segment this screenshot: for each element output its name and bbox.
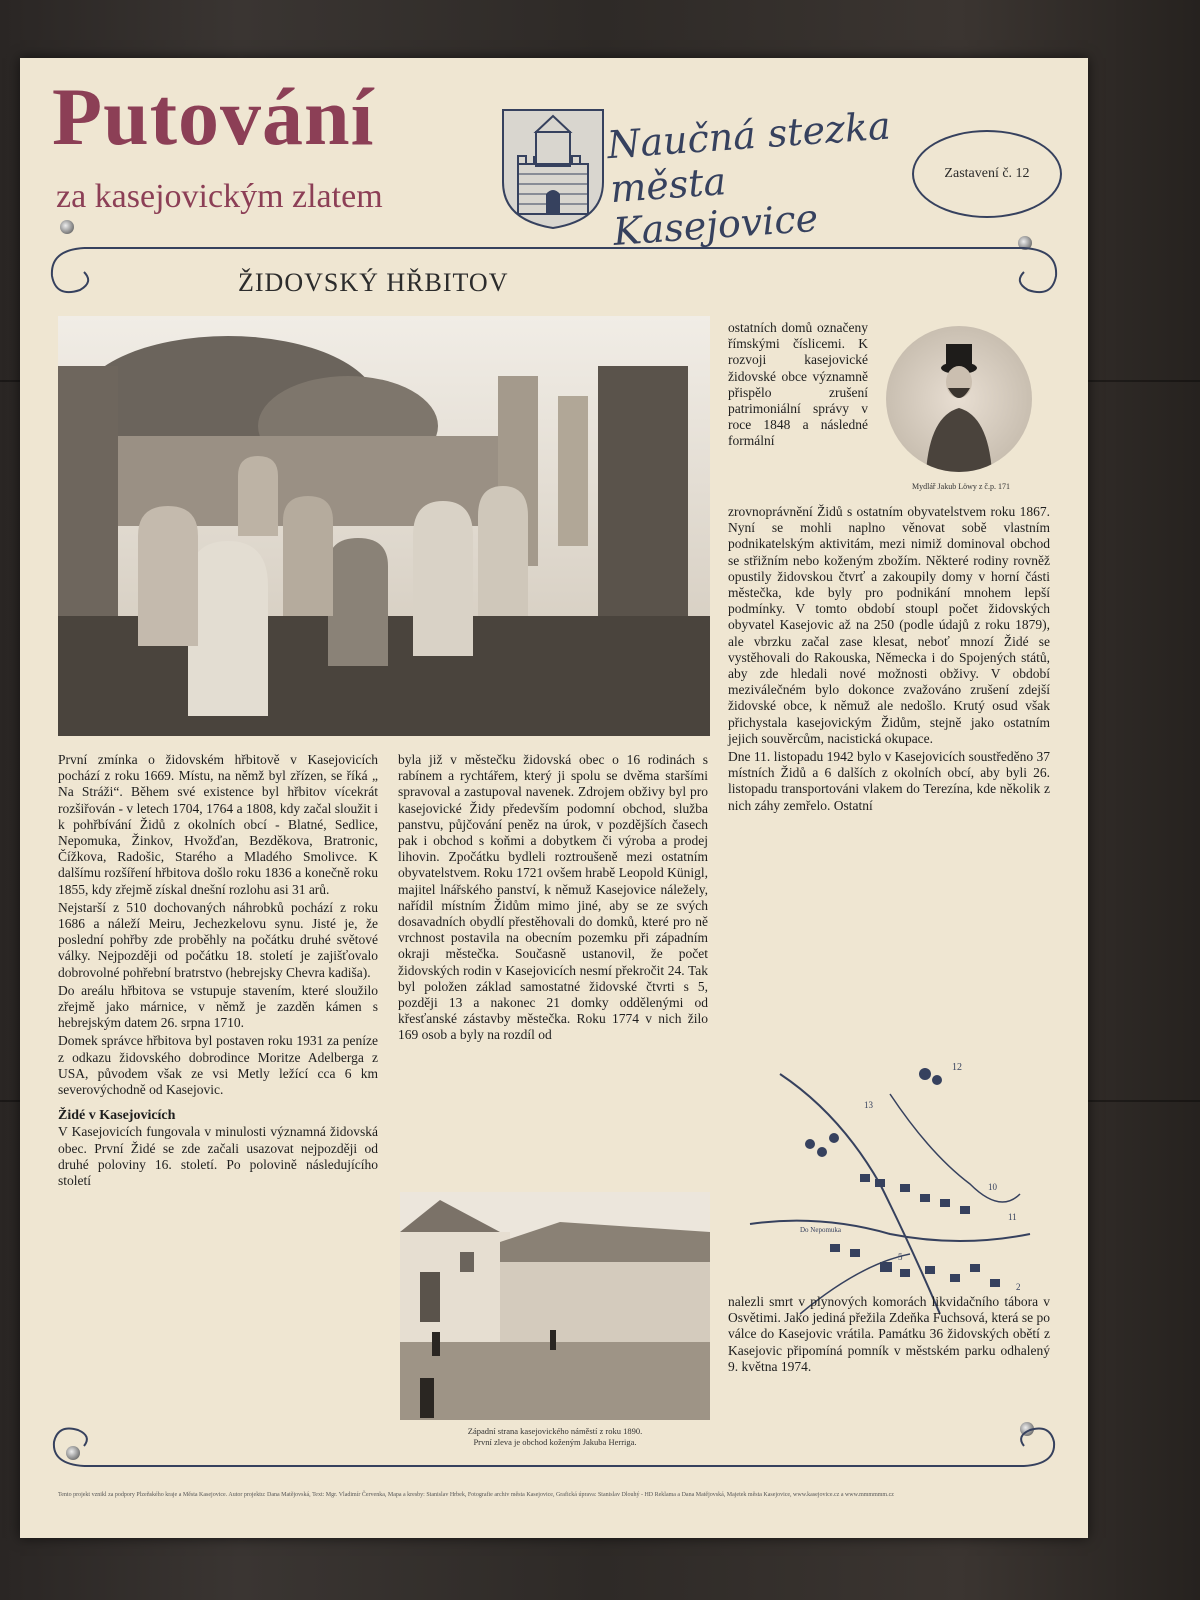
text-column-3-bottom <box>728 1294 1050 1377</box>
map-label: 11 <box>1008 1212 1017 1222</box>
screw-icon <box>60 220 74 234</box>
paragraph: V Kasejovicích fungovala v minulosti významná židovská obec. První Židé se zde začali usazovat nejpozději od druhé poloviny 16. století. Po polovině následujícího století <box>58 1124 378 1189</box>
paragraph: Domek správce hřbitova byl postaven roku 1931 za peníze z odkazu židovského dobrodince Moritze Adelberga z USA, původem však ze vsi Metly ležící cca 6 km severovýchodně od Kasejovic. <box>58 1033 378 1098</box>
map-label: 2 <box>1016 1282 1021 1292</box>
footer-credits: Tento projekt vznikl za podpory Plzeňského kraje a Města Kasejovice. Autor projektu: Dana Matějovská, Text: Mgr. Vladimír Červenka, Mapa a kresby: Stanislav Hrbek, Fotografie archiv města Kasejovice, Grafická úprava: Stanislav Dlouhý - HD Reklama a Dana Matějovská, Majetek města Kasejovice, www.kasejovice.cz a www.mmmmmm.cz <box>58 1492 894 1498</box>
footer-divider <box>44 1422 1064 1482</box>
map-label: 12 <box>952 1062 962 1073</box>
text-column-1 <box>58 752 378 1191</box>
map-label: 5 <box>898 1252 903 1262</box>
paragraph: byla již v městečku židovská obec o 16 rodinách s rabínem a rychtářem, který ji spolu se dvěma staršími spravoval a zastupoval navenek. Zdrojem obživy byl pro kasejovické Židy především podomní obchod, služba panstvu, půjčování peněz na úrok, v pozdějších časech pak i obchod s koňmi a dobytkem či výroba a prodej lihovin. Zpočátku bydleli roztroušeně mezi ostatním obyvatelstvem. Roku 1721 ovšem hrabě Leopold Künigl, majitel lnářského panství, k němuž Kasejovice náležely, nařídil místním Židům mimo jiné, aby se ze svých dosavadních obydlí přestěhovali do domků, které pro ně vrchnost postavila na obecním pozemku při západním okraji městečka. Současně ustanovil, že počet židovských rodin v Kasejovicích nesmí překročit 24. Tak byl položen základ samostatné židovské čtvrti s 5, později 13 a nakonec 21 domky oddělenými od křesťanské zástavby městečka. Roku 1774 v nich žilo 169 osob a byly na rozdíl od <box>398 752 708 1043</box>
map-label: 10 <box>988 1182 997 1192</box>
subheading: Židé v Kasejovicích <box>58 1108 176 1124</box>
header-divider <box>44 236 1064 306</box>
caption-line: První zleva je obchod koženým Jakuba Herriga. <box>473 1437 637 1447</box>
stop-number-badge <box>912 130 1062 218</box>
text-column-2 <box>398 752 708 1046</box>
board-title: Putování <box>52 71 375 162</box>
map-label: Do Nepomuka <box>800 1226 842 1234</box>
trail-title <box>606 104 904 255</box>
cemetery-photo <box>58 316 710 736</box>
trail-title-line1: Naučná stezka <box>605 103 892 168</box>
paragraph: První zmínka o židovském hřbitově v Kasejovicích pochází z roku 1669. Místu, na němž byl zřízen, se říká „ Na Stráži“. Během své existence byl hřbitov vícekrát rozšiřován - v letech 1704, 1764 a 1808, kdy začal sloužit i k pohřbívání Židů z okolních obcí - Blatné, Sedlice, Nepomuka, Žinkov, Hvožďan, Bezděkova, Bratronic, Čížkova, Radošic, Starého a Mladého Smolivce. K dalšímu rozšíření hřbitova došlo roku 1836 a konečně roku 1855, kdy zřejmě získal dnešní rozlohu asi 31 arů. <box>58 752 378 897</box>
portrait-caption: Mydlář Jakub Löwy z č.p. 171 <box>912 482 1010 491</box>
caption-line: Západní strana kasejovického náměstí z roku 1890. <box>467 1426 643 1436</box>
square-photo <box>400 1192 710 1420</box>
section-title: ŽIDOVSKÝ HŘBITOV <box>238 268 509 297</box>
paragraph: ostatních domů označeny římskými číslicemi. K rozvoji kasejovické židovské obce významně přispělo zrušení patrimoniální správy v roce 1848 a následné formální <box>728 320 868 449</box>
paragraph: Dne 11. listopadu 1942 bylo v Kasejovicích soustředěno 37 místních Židů a 6 dalších z okolních obcí, aby byli 26. listopadu transportováni vlakem do Terezína, kde několik z nich záhy zemřelo. Ostatní <box>728 749 1050 813</box>
map-label: 13 <box>864 1100 873 1110</box>
information-board <box>20 58 1088 1538</box>
text-column-3-top <box>728 320 868 452</box>
text-column-3-middle <box>728 504 1050 816</box>
paragraph: zrovnoprávnění Židů s ostatním obyvatelstvem roku 1867. Nyní se mohli naplno věnovat sobě vlastním podnikatelským aktivitám, mezi nimiž dominoval obchod se střižním nebo koženým zbožím. Některé rodiny rovněž opustily židovskou čtvrť a zakoupily domy v horní části městečka, kde byly pro podnikání mnohem lepší podmínky. V tomto období stoupl počet židovských obyvatel Kasejovic až na 250 (podle údajů z roku 1879), ale vbrzku začal zase klesat, neboť mnozí Židé se vystěhovali do Rakouska, Německa i do Spojených států, aby zde hledali nové možnosti obživy. V období meziválečném bylo dokonce zvažováno zrušení zdejší židovské obce, k němuž ale nedošlo. Krutý osud však přichystala kasejovickým Židům, stejně jako ostatním jejich souvěrcům, nacistická okupace. <box>728 504 1050 746</box>
paragraph: Do areálu hřbitova se vstupuje stavením, které sloužilo zřejmě jako márnice, v němž je zazděn kámen s hebrejským datem 26. srpna 1710. <box>58 982 378 1031</box>
portrait-photo <box>886 326 1032 472</box>
board-subtitle: za kasejovickým zlatem <box>56 178 383 215</box>
stop-number-label: Zastavení č. 12 <box>944 166 1030 181</box>
village-map <box>740 1034 1040 1324</box>
trail-title-line2: města Kasejovice <box>608 158 820 255</box>
paragraph: Nejstarší z 510 dochovaných náhrobků pochází z roku 1686 a náleží Meiru, Jechezkelovu synu. Jisté je, že poslední pohřby zde proběhly na počátku druhé světové války. Nejpozději od počátku 18. století je zajišťovalo dobrovolné pohřební bratrstvo (hebrejsky Chevra kadiša). <box>58 899 378 980</box>
town-crest-icon <box>498 102 608 232</box>
paragraph: nalezli smrt v plynových komorách likvidačního tábora v Osvětimi. Jako jediná přežila Zdeňka Fuchsová, která se po válce do Kasejovic vrátila. Památku 36 židovských obětí z Kasejovic připomíná pomník v městském parku odhalený 9. května 1974. <box>728 1294 1050 1374</box>
